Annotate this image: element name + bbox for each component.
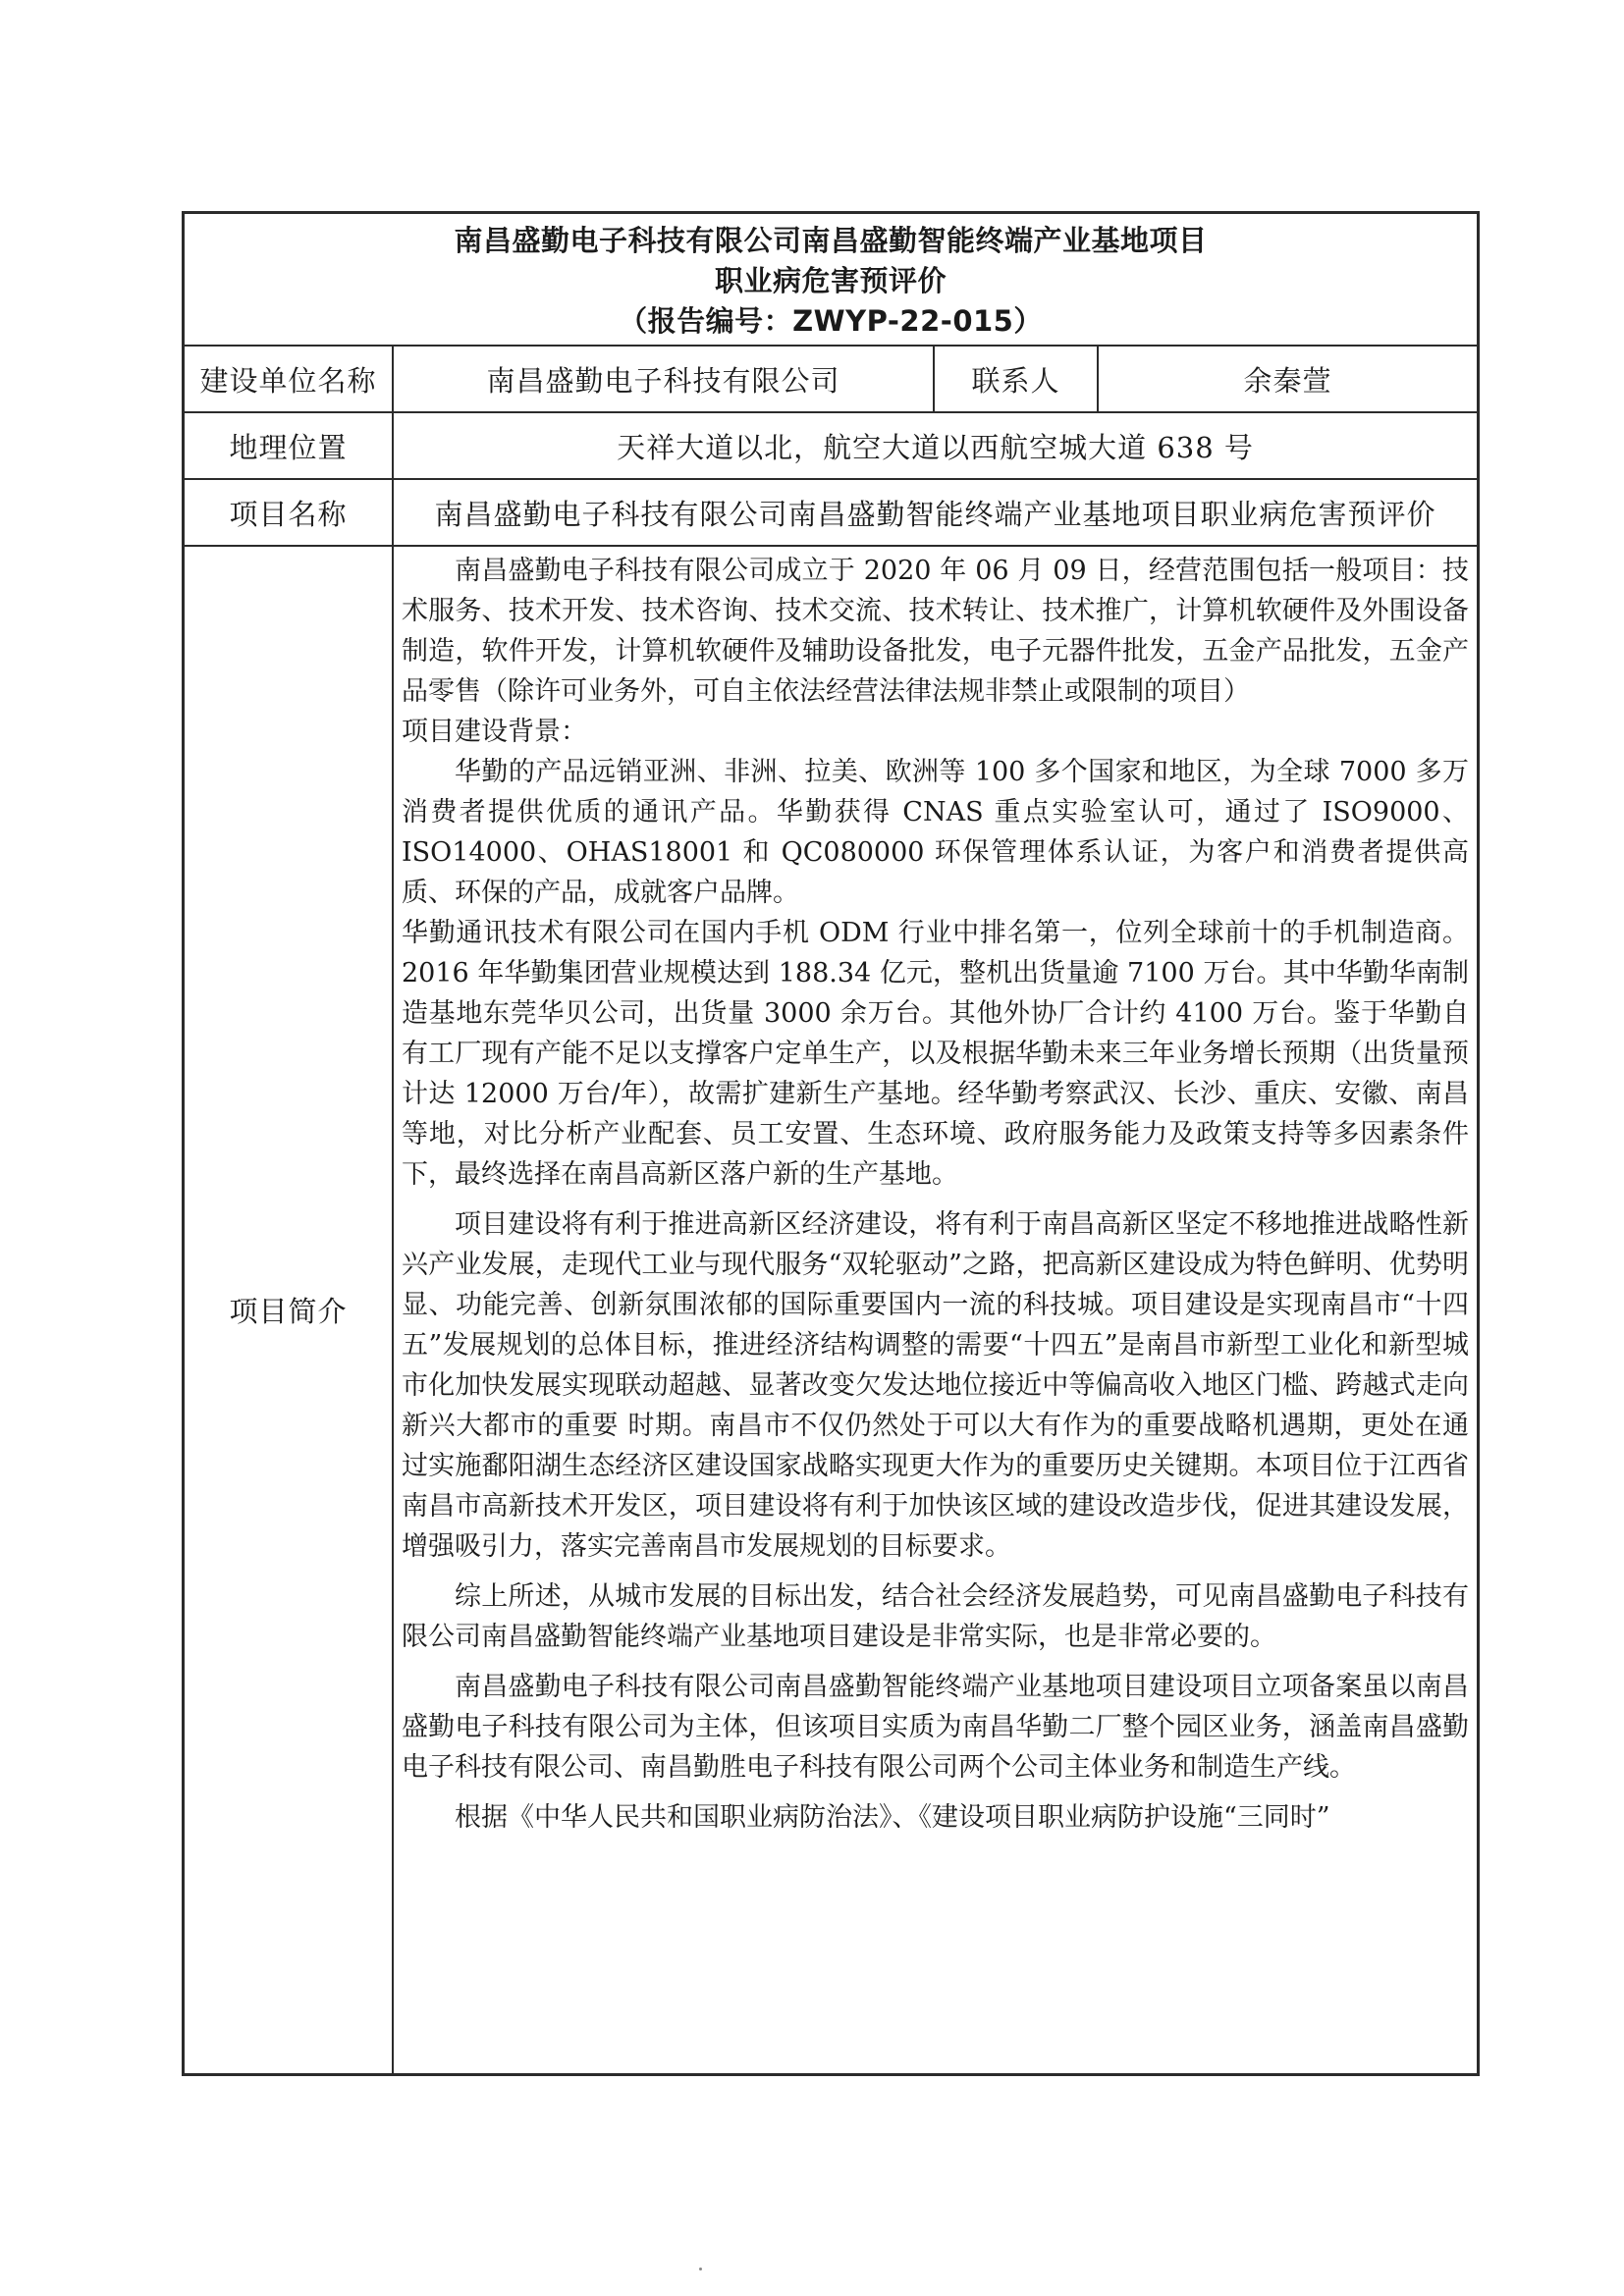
intro-paragraph: 华勤的产品远销亚洲、非洲、拉美、欧洲等 100 多个国家和地区，为全球 7000 多万消费者提供优质的通讯产品。华勤获得 CNAS 重点实验室认可，通过了 ISO9000、ISO14000、OHAS18001 和 QC080000 环保管理体系认证，为客户和消费者提供高质、环保的产品，成就客户品牌。 <box>402 757 1469 908</box>
report-number: （报告编号：ZWYP-22-015） <box>619 304 1043 338</box>
row-construction-unit <box>185 347 1477 413</box>
project-name-value: 南昌盛勤电子科技有限公司南昌盛勤智能终端产业基地项目职业病危害预评价 <box>434 497 1436 531</box>
intro-paragraph: 项目建设背景： <box>402 717 587 747</box>
project-info-form <box>182 211 1480 2076</box>
project-name-label: 项目名称 <box>185 480 394 545</box>
contact-value: 余秦萱 <box>1243 363 1332 398</box>
scan-speck <box>699 2268 702 2270</box>
location-label: 地理位置 <box>185 413 394 478</box>
intro-paragraph: 南昌盛勤电子科技有限公司成立于 2020 年 06 月 09 日，经营范围包括一般项目：技术服务、技术开发、技术咨询、技术交流、技术转让、技术推广，计算机软硬件及外围设备制造，软件开发，计算机软硬件及辅助设备批发，电子元器件批发，五金产品批发，五金产品零售（除许可业务外，可自主依法经营法律法规非禁止或限制的项目） <box>402 556 1469 707</box>
unit-value: 南昌盛勤电子科技有限公司 <box>394 347 935 411</box>
intro-paragraph: 根据《中华人民共和国职业病防治法》、《建设项目职业病防护设施“三同时” <box>455 1802 1330 1833</box>
location-value: 天祥大道以北，航空大道以西航空城大道 638 号 <box>617 430 1254 464</box>
intro-paragraph: 综上所述，从城市发展的目标出发，结合社会经济发展趋势，可见南昌盛勤电子科技有限公司南昌盛勤智能终端产业基地项目建设是非常实际，也是非常必要的。 <box>402 1581 1469 1652</box>
intro-paragraph: 项目建设将有利于推进高新区经济建设，将有利于南昌高新区坚定不移地推进战略性新兴产业发展，走现代工业与现代服务“双轮驱动”之路，把高新区建设成为特色鲜明、优势明显、功能完善、创新氛围浓郁的国际重要国内一流的科技城。项目建设是实现南昌市“十四五”发展规划的总体目标，推进经济结构调整的需要“十四五”是南昌市新型工业化和新型城市化加快发展实现联动超越、显著改变欠发达地位接近中等偏高收入地区门槛、跨越式走向新兴大都市的重要 时期。南昌市不仅仍然处于可以大有作为的重要战略机遇期，更处在通过实施鄱阳湖生态经济区建设国家战略实现更大作为的重要历史关键期。本项目位于江西省南昌市高新技术开发区，项目建设将有利于加快该区域的建设改造步伐，促进其建设发展，增强吸引力，落实完善南昌市发展规划的目标要求。 <box>402 1209 1469 1562</box>
project-intro-label: 项目简介 <box>185 547 394 2073</box>
title-line-1: 南昌盛勤电子科技有限公司南昌盛勤智能终端产业基地项目 <box>454 224 1208 257</box>
unit-label: 建设单位名称 <box>185 347 394 411</box>
title-line-2: 职业病危害预评价 <box>714 264 947 297</box>
row-project-name <box>185 480 1477 547</box>
row-project-intro <box>185 547 1477 2073</box>
form-title <box>185 214 1477 347</box>
contact-label: 联系人 <box>935 347 1099 411</box>
project-intro-text <box>394 547 1477 2073</box>
intro-paragraph: 华勤通讯技术有限公司在国内手机 ODM 行业中排名第一，位列全球前十的手机制造商。2016 年华勤集团营业规模达到 188.34 亿元，整机出货量逾 7100 万台。其中华勤华南制造基地东莞华贝公司，出货量 3000 余万台。其他外协厂合计约 4100 万台。鉴于华勤自有工厂现有产能不足以支撑客户定单生产，以及根据华勤未来三年业务增长预期（出货量预计达 12000 万台/年），故需扩建新生产基地。经华勤考察武汉、长沙、重庆、安徽、南昌等地，对比分析产业配套、员工安置、生态环境、政府服务能力及政策支持等多因素条件下，最终选择在南昌高新区落户新的生产基地。 <box>402 918 1469 1190</box>
row-location <box>185 413 1477 480</box>
intro-paragraph: 南昌盛勤电子科技有限公司南昌盛勤智能终端产业基地项目建设项目立项备案虽以南昌盛勤电子科技有限公司为主体，但该项目实质为南昌华勤二厂整个园区业务，涵盖南昌盛勤电子科技有限公司、南昌勤胜电子科技有限公司两个公司主体业务和制造生产线。 <box>402 1672 1469 1783</box>
